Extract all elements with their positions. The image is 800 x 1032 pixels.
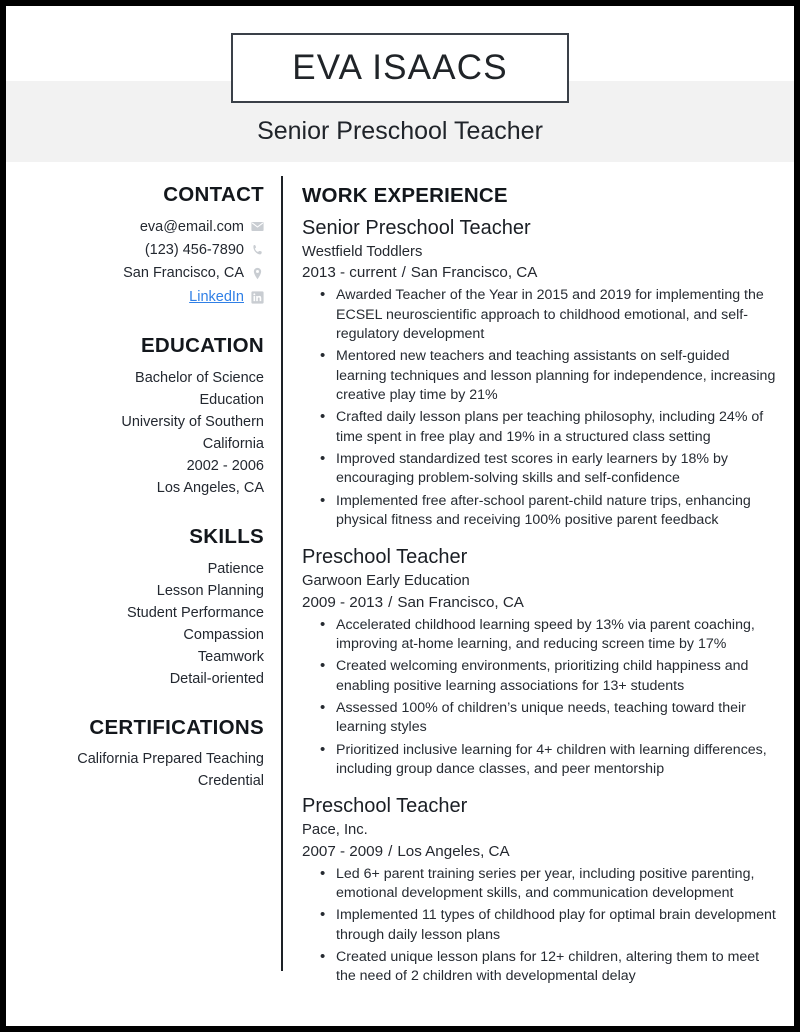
skill-item: Compassion [183, 626, 264, 643]
job-location: San Francisco, CA [410, 264, 538, 282]
skill-item: Lesson Planning [156, 582, 264, 599]
education-line: Los Angeles, CA [156, 480, 264, 497]
job-bullet: • Prioritized inclusive learning for 4+ children with learning differences, including group dance classes, and peer mentorship [336, 741, 780, 780]
meta-separator: / [388, 593, 393, 611]
work-experience-entry [302, 215, 780, 530]
candidate-name: EVA ISAACS [292, 48, 508, 87]
contact-item-location [36, 262, 264, 284]
certification-line: California Prepared Teaching [77, 751, 264, 768]
work-experience-heading: WORK EXPERIENCE [302, 184, 508, 207]
skill-item: Student Performance [126, 604, 264, 621]
skill-item: Teamwork [197, 648, 264, 665]
job-dates: 2009 - 2013 [302, 593, 384, 611]
education-line: 2002 - 2006 [186, 458, 264, 475]
phone-icon [251, 244, 264, 257]
job-meta [302, 592, 780, 614]
job-bullet: • Awarded Teacher of the Year in 2015 and 2019 for implementing the ECSEL neuroscientific approach to childhood emotional, and self-regulatory development [336, 286, 780, 344]
contact-email-value: eva@email.com [139, 218, 244, 235]
linkedin-link[interactable]: LinkedIn [189, 288, 244, 305]
skills-list [36, 558, 264, 690]
job-bullet: • Created welcoming environments, prioritizing child happiness and enabling positive learning associations for 13+ students [336, 657, 780, 696]
job-location: San Francisco, CA [397, 593, 524, 611]
education-line: California [202, 436, 264, 453]
job-bullet: • Crafted daily lesson plans per teaching philosophy, including 24% of time spent in free play and 19% in a structured class setting [336, 408, 780, 447]
education-line: Bachelor of Science [135, 369, 264, 386]
resume-page [6, 6, 794, 1026]
job-location: Los Angeles, CA [397, 842, 510, 860]
education-line: Education [199, 392, 264, 408]
job-bullet: • Accelerated childhood learning speed by 13% via parent coaching, improving at-home learning, and reducing screen time by 17% [336, 616, 780, 655]
column-divider [281, 176, 283, 971]
job-bullet: • Implemented 11 types of childhood play for optimal brain development through daily lesson plans [336, 906, 780, 945]
job-bullet: • Improved standardized test scores in early learners by 18% by encouraging problem-solving skills and self-confidence [336, 450, 780, 489]
contact-item-linkedin[interactable] [36, 286, 264, 308]
job-company: Garwoon Early Education [302, 573, 470, 590]
contact-heading: CONTACT [163, 183, 264, 206]
skill-item: Detail-oriented [169, 670, 264, 687]
job-bullet: • Led 6+ parent training series per year, including positive parenting, emotional development skills, and communication development [336, 865, 780, 904]
job-dates: 2007 - 2009 [302, 842, 384, 860]
work-experience-entry [302, 793, 780, 986]
certifications-heading: CERTIFICATIONS [89, 715, 264, 739]
job-dates: 2013 - current [302, 264, 397, 282]
job-bullets [302, 286, 780, 530]
job-meta [302, 841, 780, 863]
job-bullet: • Assessed 100% of children’s unique needs, teaching toward their learning styles [336, 699, 780, 738]
work-experience-entry [302, 544, 780, 779]
job-role: Senior Preschool Teacher [302, 217, 531, 239]
contact-item-phone [36, 239, 264, 261]
name-box [231, 33, 569, 103]
job-bullet: • Created unique lesson plans for 12+ children, altering them to meet the need of 2 children with developmental delay [336, 948, 780, 987]
work-experience-section [302, 184, 780, 1000]
job-bullet: • Mentored new teachers and teaching assistants on self-guided learning techniques and lesson planning for independence, increasing creative play time by 21% [336, 347, 780, 405]
skill-item: Patience [207, 560, 264, 577]
contact-location-value: San Francisco, CA [123, 265, 244, 282]
meta-separator: / [388, 842, 393, 860]
sidebar [36, 184, 264, 793]
job-company: Pace, Inc. [302, 822, 368, 839]
location-pin-icon [251, 267, 264, 280]
envelope-icon [251, 220, 264, 233]
job-role: Preschool Teacher [302, 546, 468, 569]
skills-heading: SKILLS [189, 525, 264, 549]
job-bullets [302, 865, 780, 987]
job-role: Preschool Teacher [302, 795, 468, 818]
job-meta [302, 262, 780, 284]
job-company: Westfield Toddlers [302, 244, 423, 260]
linkedin-icon[interactable] [251, 291, 264, 304]
education-block [36, 367, 264, 499]
certification-line: Credential [197, 773, 264, 790]
candidate-job-title: Senior Preschool Teacher [257, 117, 543, 145]
education-line: University of Southern [121, 414, 264, 431]
contact-item-email [36, 216, 264, 238]
contact-phone-value: (123) 456-7890 [144, 242, 244, 259]
education-heading: EDUCATION [140, 334, 264, 358]
certifications-block [36, 748, 264, 792]
meta-separator: / [401, 264, 406, 282]
job-bullets [302, 616, 780, 780]
job-bullet: • Implemented free after-school parent-child nature trips, enhancing physical fitness and receiving 100% positive parent feedback [336, 492, 780, 531]
